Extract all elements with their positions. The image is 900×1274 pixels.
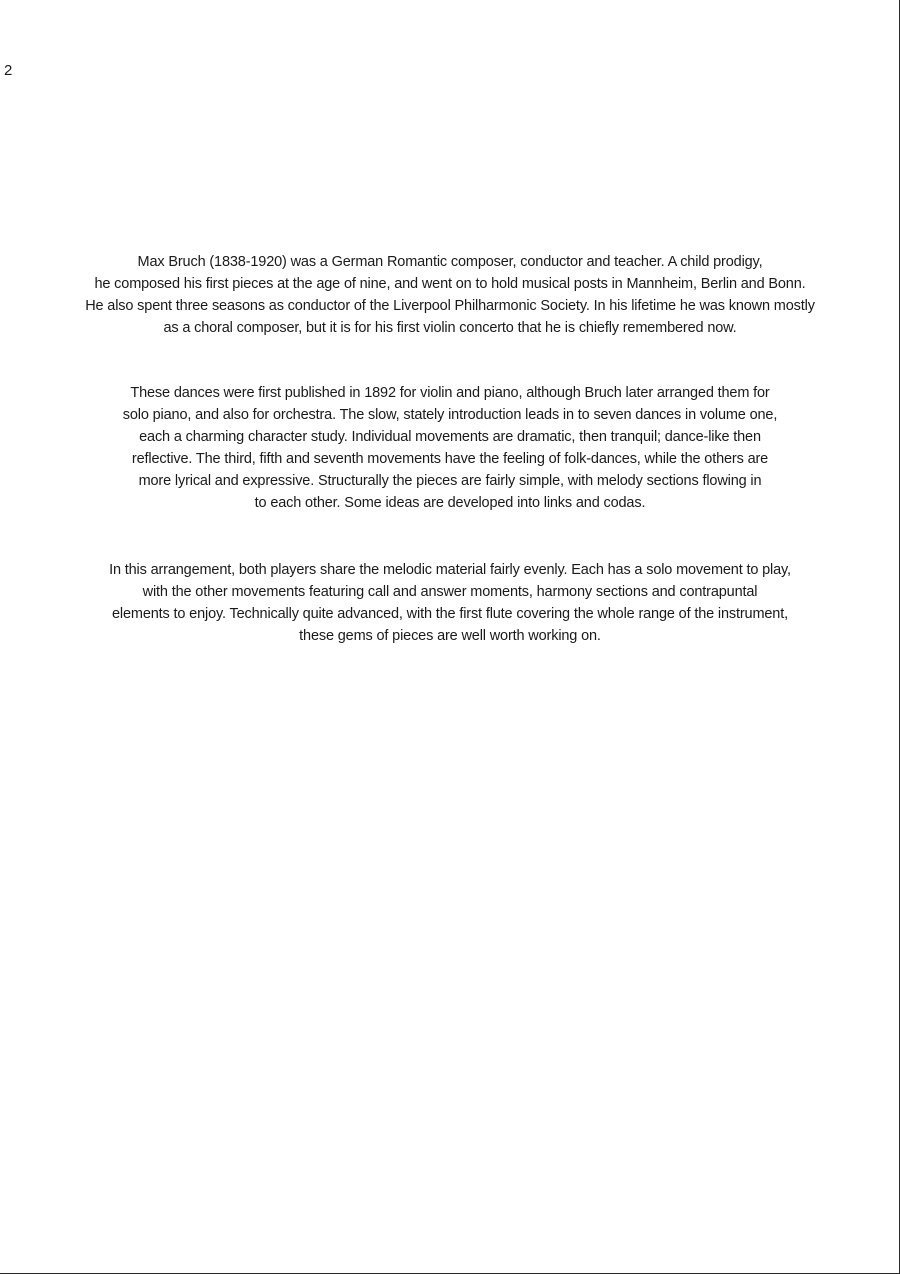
- paragraph-line: These dances were first published in 1892 for violin and piano, although Bruch later arranged them for: [130, 385, 770, 401]
- paragraph-bio: [0, 251, 900, 339]
- paragraph-line: as a choral composer, but it is for his first violin concerto that he is chiefly remembered now.: [163, 320, 737, 336]
- paragraph-line: reflective. The third, fifth and seventh movements have the feeling of folk-dances, while the others are: [131, 451, 769, 467]
- paragraph-line: He also spent three seasons as conductor of the Liverpool Philharmonic Society. In his lifetime he was known mostly: [85, 298, 815, 314]
- paragraph-dances: [0, 382, 900, 514]
- paragraph-line: more lyrical and expressive. Structurally the pieces are fairly simple, with melody sections flowing in: [138, 473, 762, 489]
- paragraph-line: these gems of pieces are well worth working on.: [299, 628, 601, 644]
- paragraph-line: with the other movements featuring call and answer moments, harmony sections and contrapuntal: [142, 584, 758, 600]
- paragraph-line: to each other. Some ideas are developed into links and codas.: [254, 495, 646, 511]
- paragraph-line: In this arrangement, both players share the melodic material fairly evenly. Each has a solo movement to play,: [109, 562, 791, 578]
- paragraph-line: solo piano, and also for orchestra. The slow, stately introduction leads in to seven dances in volume one,: [122, 407, 778, 423]
- paragraph-line: Max Bruch (1838-1920) was a German Romantic composer, conductor and teacher. A child prodigy,: [137, 254, 763, 270]
- paragraph-line: he composed his first pieces at the age of nine, and went on to hold musical posts in Mannheim, Berlin and Bonn.: [94, 276, 806, 292]
- paragraph-arrangement: [0, 559, 900, 647]
- paragraph-line: each a charming character study. Individual movements are dramatic, then tranquil; dance-like then: [139, 429, 761, 445]
- paragraph-line: elements to enjoy. Technically quite advanced, with the first flute covering the whole range of the instrument,: [112, 606, 788, 622]
- page-number: 2: [4, 62, 13, 79]
